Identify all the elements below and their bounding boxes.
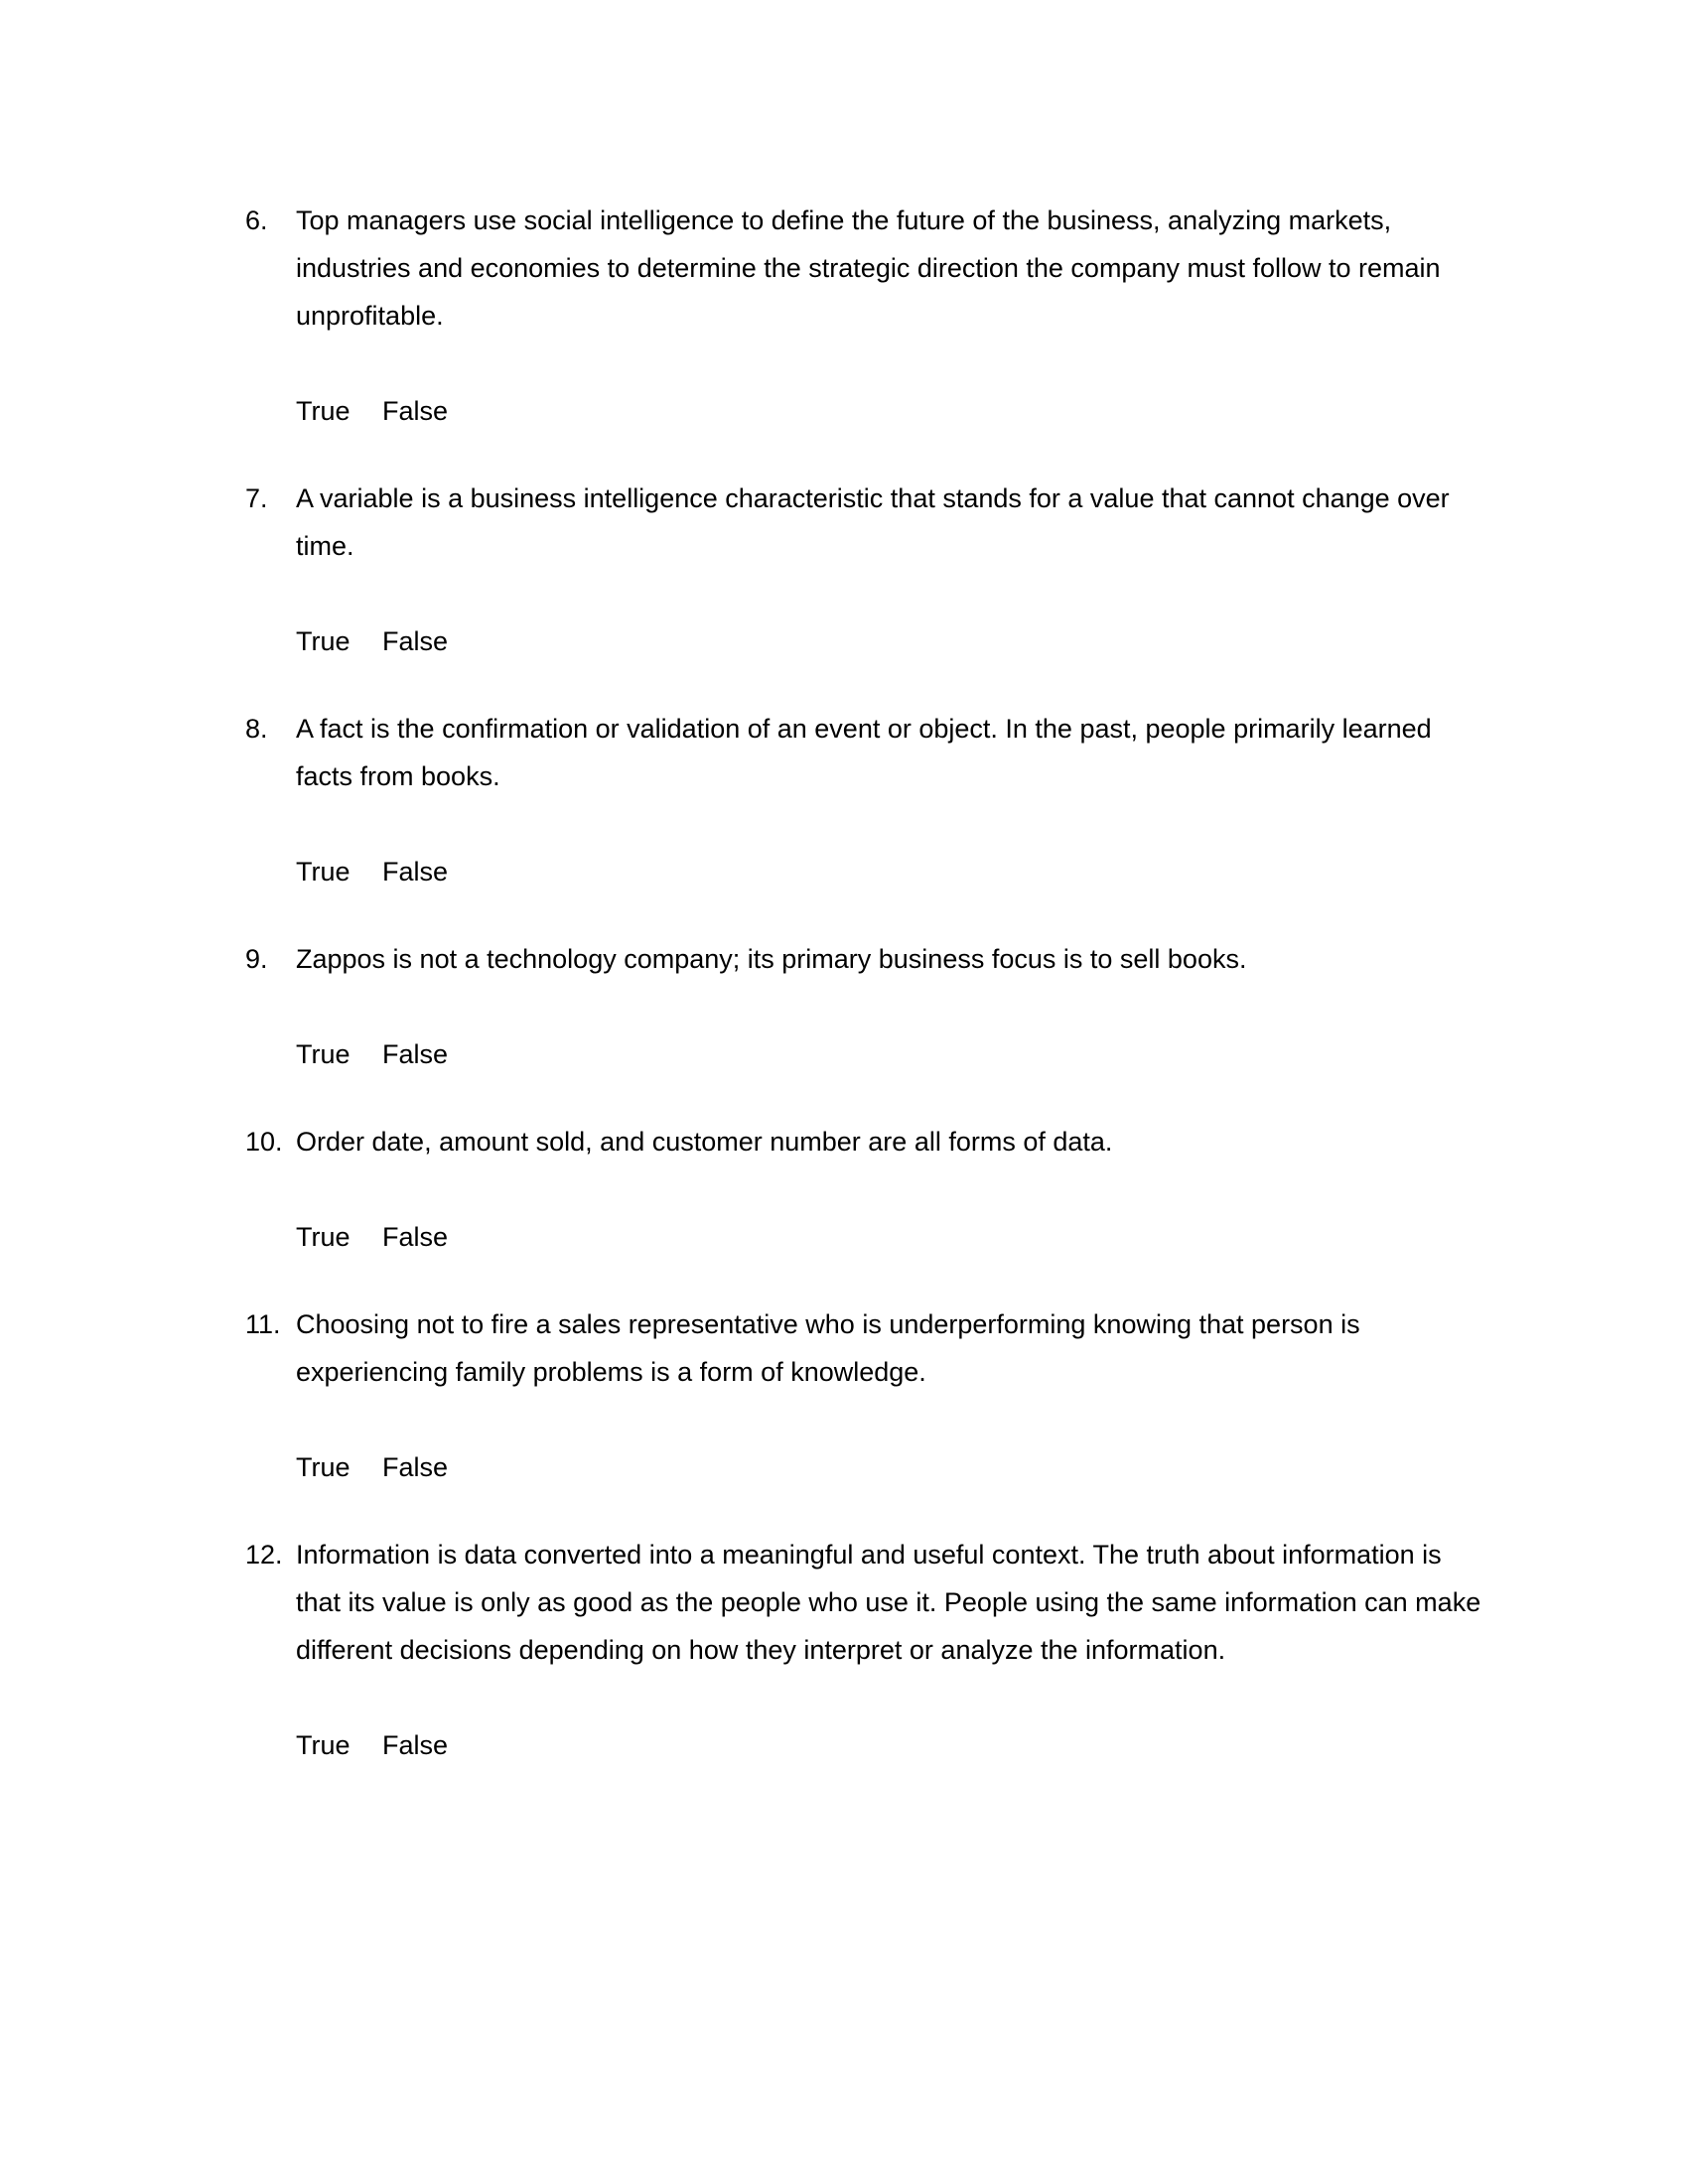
option-true: True: [296, 396, 351, 426]
option-false: False: [382, 626, 449, 656]
option-true: True: [296, 1452, 351, 1482]
option-false: False: [382, 857, 449, 887]
question-item: [245, 705, 1486, 895]
answer-options: [296, 1443, 1486, 1491]
question-text: A variable is a business intelligence characteristic that stands for a value that cannot change over time.: [296, 483, 1450, 561]
option-true: True: [296, 1730, 351, 1760]
question-text: Top managers use social intelligence to define the future of the business, analyzing markets, industries and economies to determine the strategic direction the company must follow to remain unprofitable.: [296, 205, 1441, 331]
answer-options: [296, 1721, 1486, 1769]
answer-options: [296, 387, 1486, 435]
answer-options: [296, 1213, 1486, 1261]
question-text: Order date, amount sold, and customer number are all forms of data.: [296, 1127, 1113, 1157]
question-text: Choosing not to fire a sales representative who is underperforming knowing that person is experiencing family problems is a form of knowledge.: [296, 1309, 1360, 1387]
question-number: 11.: [245, 1309, 281, 1339]
question-number: 10.: [245, 1127, 283, 1157]
option-true: True: [296, 857, 351, 887]
option-true: True: [296, 1222, 351, 1252]
option-false: False: [382, 1222, 449, 1252]
option-false: False: [382, 396, 449, 426]
option-false: False: [382, 1730, 449, 1760]
question-text: Zappos is not a technology company; its primary business focus is to sell books.: [296, 944, 1247, 974]
question-text: Information is data converted into a meaningful and useful context. The truth about information is that its value is only as good as the people who use it. People using the same information can make different decisions depending on how they interpret or analyze the information.: [296, 1540, 1481, 1665]
question-number: 6.: [245, 205, 268, 235]
answer-options: [296, 1030, 1486, 1078]
question-item: [245, 475, 1486, 665]
answer-options: [296, 848, 1486, 895]
question-number: 9.: [245, 944, 268, 974]
option-false: False: [382, 1452, 449, 1482]
question-number: 12.: [245, 1540, 283, 1570]
question-item: [245, 1118, 1486, 1261]
option-false: False: [382, 1039, 449, 1069]
question-number: 7.: [245, 483, 268, 513]
question-item: [245, 1531, 1486, 1769]
question-item: [245, 197, 1486, 435]
question-list: [245, 197, 1486, 1809]
question-item: [245, 935, 1486, 1078]
question-number: 8.: [245, 714, 268, 744]
answer-options: [296, 617, 1486, 665]
question-text: A fact is the confirmation or validation of an event or object. In the past, people primarily learned facts from books.: [296, 714, 1432, 791]
option-true: True: [296, 626, 351, 656]
option-true: True: [296, 1039, 351, 1069]
question-item: [245, 1300, 1486, 1491]
